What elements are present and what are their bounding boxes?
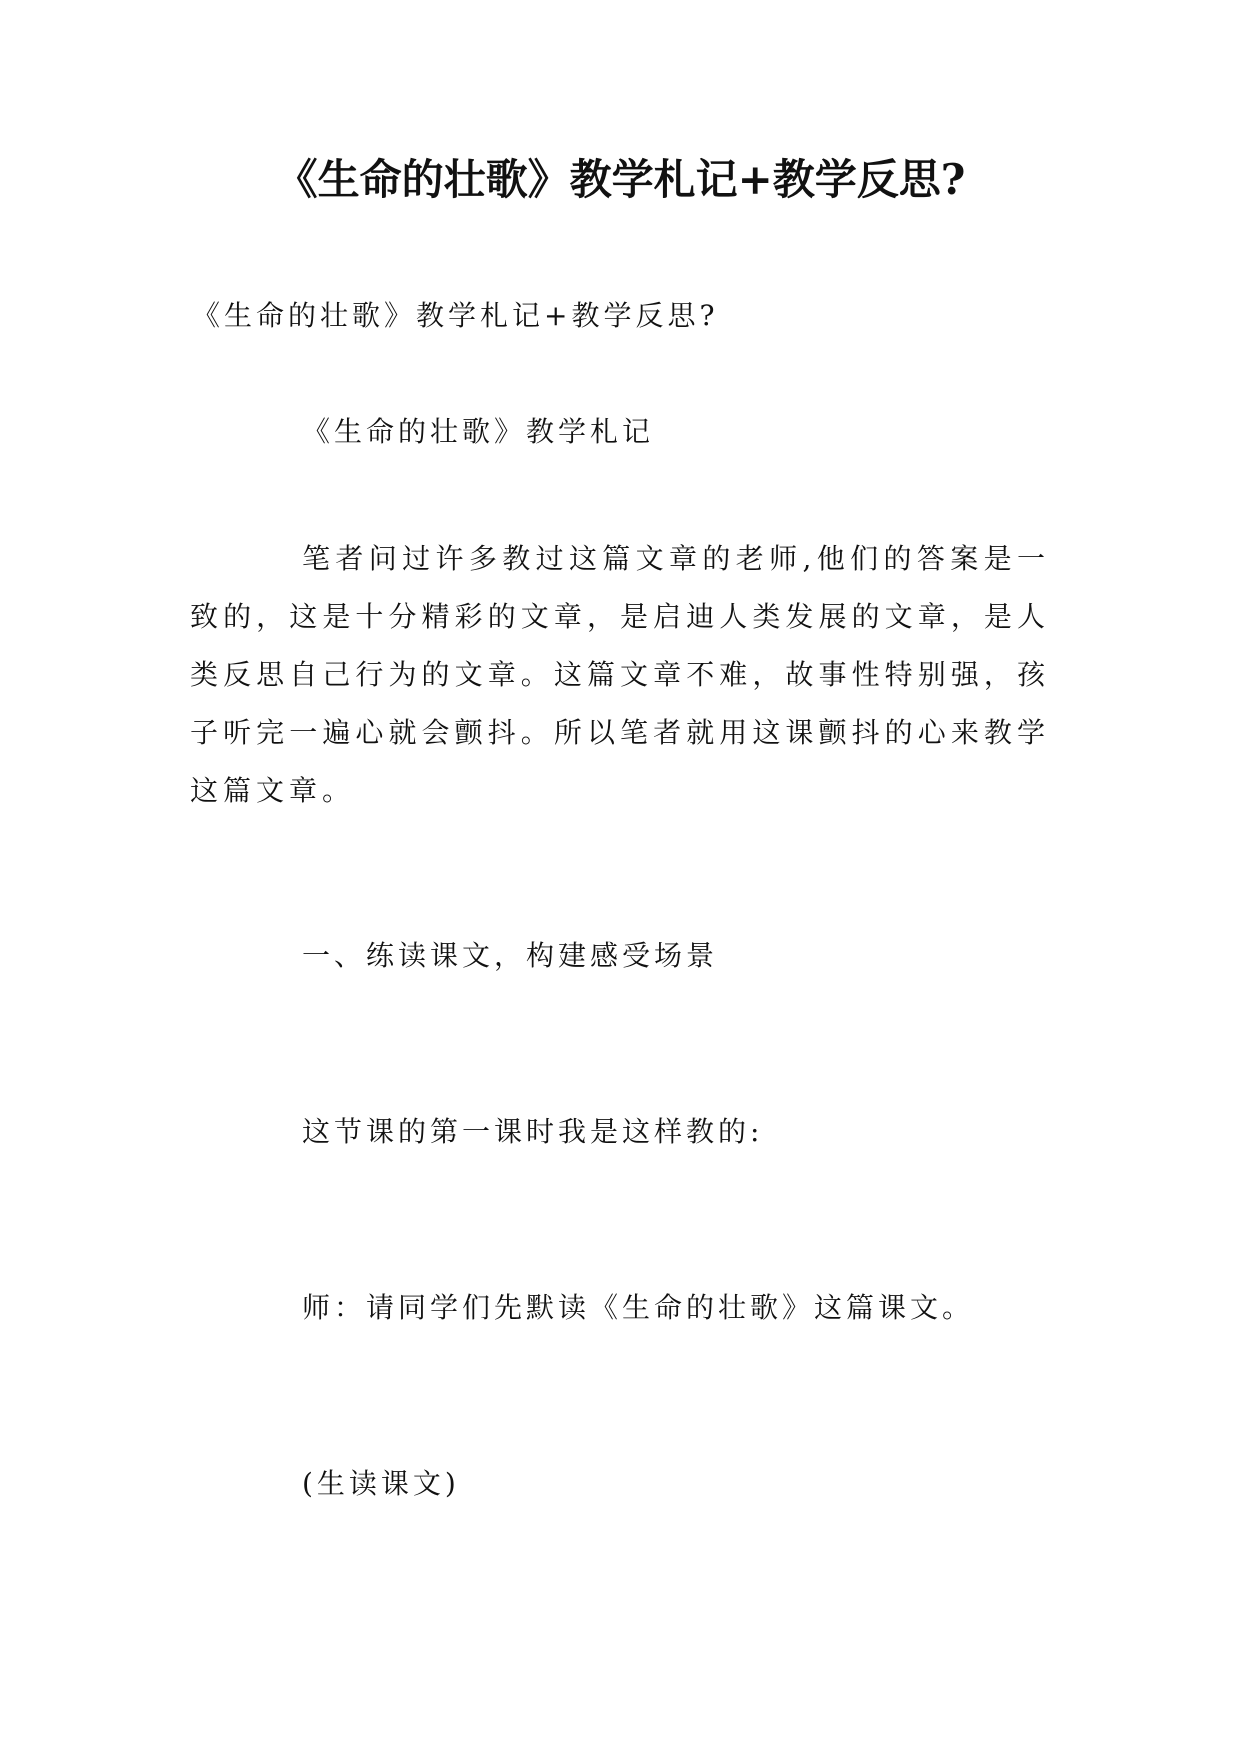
body-paragraph-2: 这节课的第一课时我是这样教的: [302,1115,764,1148]
document-title: 《生命的壮歌》教学札记+教学反思? [275,155,966,204]
body-paragraph-4: (生读课文) [302,1467,460,1500]
intro-paragraph: 笔者问过许多教过这篇文章的老师,他们的答案是一致的，这是十分精彩的文章，是启迪人类发展的文章，是人类反思自己行为的文章。这篇文章不难，故事性特别强，孩子听完一遍心就会颤抖。所以笔者就用这课颤抖的心来教学这篇文章。 [190,542,1050,807]
section-heading: 一、练读课文，构建感受场景 [302,939,719,972]
repeated-title-line: 《生命的壮歌》教学札记+教学反思? [192,299,719,332]
body-paragraph-3: 师：请同学们先默读《生命的壮歌》这篇课文。 [302,1291,975,1324]
subtitle-line: 《生命的壮歌》教学札记 [302,415,655,448]
